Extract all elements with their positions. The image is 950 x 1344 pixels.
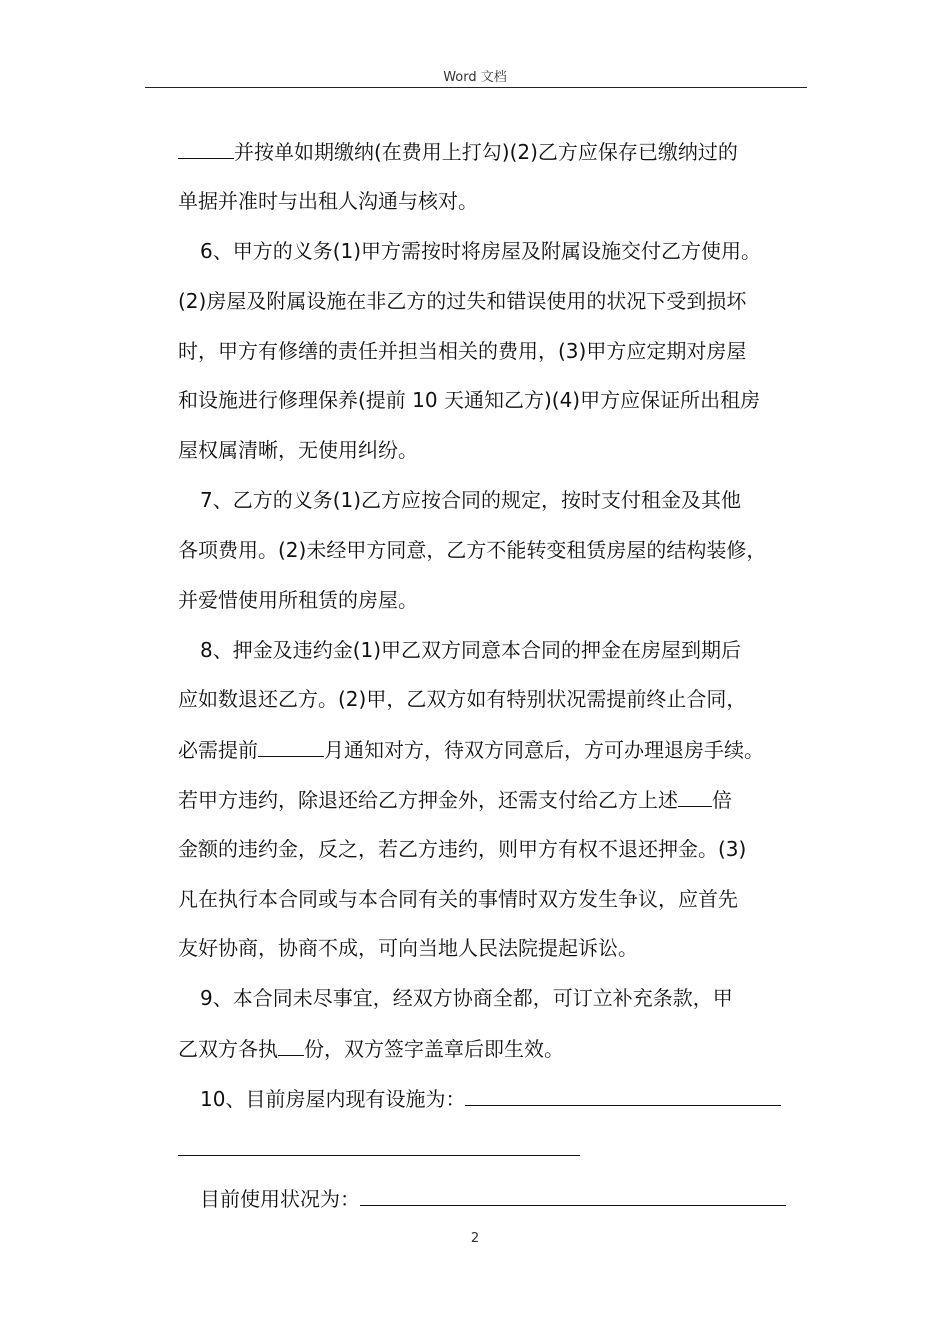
blank-underline bbox=[258, 736, 324, 757]
blank-underline bbox=[678, 786, 712, 807]
text-line: 目前使用状况为： bbox=[200, 1185, 786, 1212]
text-line: 必需提前 月通知对方，待双方同意后，方可办理退房手续。 bbox=[178, 738, 764, 762]
blank-underline bbox=[178, 1135, 580, 1156]
text-line: (2)房屋及附属设施在非乙方的过失和错误使用的状况下受到损坏 bbox=[178, 289, 747, 313]
text-line: 10、目前房屋内现有设施为： bbox=[200, 1085, 781, 1112]
text-line: 应如数退还乙方。(2)甲，乙双方如有特别状况需提前终止合同， bbox=[178, 687, 747, 711]
blank-underline bbox=[278, 1035, 304, 1056]
page-header-title: Word 文档 bbox=[443, 70, 507, 85]
text-line: 若甲方违约，除退还给乙方押金外，还需支付给乙方上述 倍 bbox=[178, 788, 732, 812]
text-line: 并按单如期缴纳(在费用上打勾)(2)乙方应保存已缴纳过的 bbox=[178, 138, 738, 165]
text-line: 凡在执行本合同或与本合同有关的事情时双方发生争议，应首先 bbox=[178, 887, 738, 911]
blank-underline bbox=[178, 138, 234, 159]
text-line: 单据并准时与出租人沟通与核对。 bbox=[178, 189, 478, 213]
text-line: 乙双方各执 份，双方签字盖章后即生效。 bbox=[178, 1037, 564, 1061]
text-line: 和设施进行修理保养(提前 10 天通知乙方)(4)甲方应保证所出租房 bbox=[178, 388, 761, 412]
text-line: 金额的违约金，反之，若乙方违约，则甲方有权不退还押金。(3) bbox=[178, 837, 747, 861]
blank-underline bbox=[465, 1085, 781, 1106]
page-number: 2 bbox=[470, 1231, 480, 1246]
text-line: 时，甲方有修缮的责任并担当相关的费用，(3)甲方应定期对房屋 bbox=[178, 339, 747, 363]
header-divider bbox=[145, 87, 807, 88]
text-line: 8、押金及违约金(1)甲乙双方同意本合同的押金在房屋到期后 bbox=[200, 638, 742, 662]
text-line: 6、甲方的义务(1)甲方需按时将房屋及附属设施交付乙方使用。 bbox=[200, 239, 762, 263]
text-line: 各项费用。(2)未经甲方同意，乙方不能转变租赁房屋的结构装修， bbox=[178, 538, 767, 562]
text-line: 并爱惜使用所租赁的房屋。 bbox=[178, 588, 418, 612]
text-line bbox=[178, 1135, 580, 1162]
text-line: 友好协商，协商不成，可向当地人民法院提起诉讼。 bbox=[178, 936, 638, 960]
text-line: 屋权属清晰，无使用纠纷。 bbox=[178, 438, 418, 462]
text-line: 9、本合同未尽事宜，经双方协商全都，可订立补充条款，甲 bbox=[200, 986, 733, 1010]
text-line: 7、乙方的义务(1)乙方应按合同的规定，按时支付租金及其他 bbox=[200, 488, 742, 512]
blank-underline bbox=[360, 1185, 786, 1206]
